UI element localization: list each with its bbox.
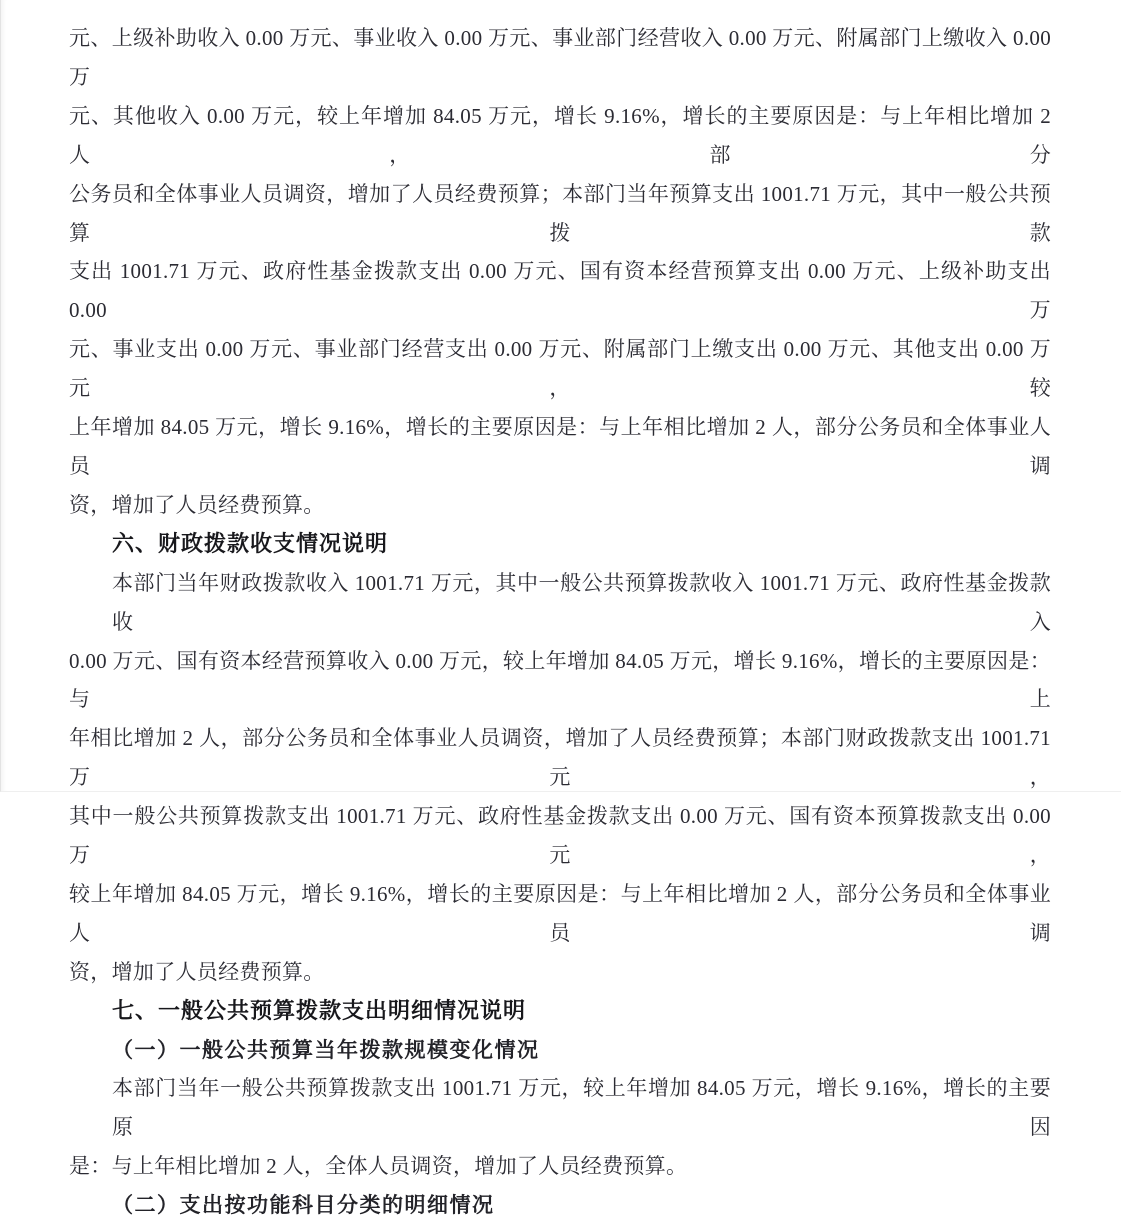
document-line: 是：与上年相比增加 2 人，全体人员调资，增加了人员经费预算。: [69, 1154, 688, 1179]
document-line: 上年增加 84.05 万元，增长 9.16%，增长的主要原因是：与上年相比增加 2 人，部分公务员和全体事业人员调: [69, 415, 1051, 478]
document-line: 0.00 万元、国有资本经营预算收入 0.00 万元，较上年增加 84.05 万元，增长 9.16%，增长的主要原因是：与上: [69, 648, 1051, 712]
document-line: 资，增加了人员经费预算。: [69, 959, 325, 984]
sub-heading-one: （一）一般公共预算当年拨款规模变化情况: [112, 1037, 540, 1062]
document-line: 较上年增加 84.05 万元，增长 9.16%，增长的主要原因是：与上年相比增加 2 人，部分公务员和全体事业人员调: [69, 881, 1051, 945]
document-line: 元、上级补助收入 0.00 万元、事业收入 0.00 万元、事业部门经营收入 0.00 万元、附属部门上缴收入 0.00 万: [69, 26, 1051, 89]
paragraph-first-line: 本部门当年财政拨款收入 1001.71 万元，其中一般公共预算拨款收入 1001.71 万元、政府性基金拨款收入: [112, 570, 1051, 634]
document-line: 年相比增加 2 人，部分公务员和全体事业人员调资，增加了人员经费预算；本部门财政拨款支出 1001.71 万元，: [69, 726, 1051, 790]
paragraph-first-line: 本部门当年一般公共预算拨款支出 1001.71 万元，较上年增加 84.05 万元，增长 9.16%，增长的主要原因: [112, 1076, 1051, 1140]
document-line: 公务员和全体事业人员调资，增加了人员经费预算；本部门当年预算支出 1001.71 万元，其中一般公共预算拨款: [69, 181, 1051, 245]
document-line: 资，增加了人员经费预算。: [69, 492, 325, 517]
section-heading-six: 六、财政拨款收支情况说明: [112, 530, 389, 556]
document-line: 元、其他收入 0.00 万元，较上年增加 84.05 万元，增长 9.16%，增长的主要原因是：与上年相比增加 2 人，部分: [69, 103, 1051, 167]
document-line: 其中一般公共预算拨款支出 1001.71 万元、政府性基金拨款支出 0.00 万元、国有资本预算拨款支出 0.00 万元，: [69, 804, 1051, 868]
section-heading-seven: 七、一般公共预算拨款支出明细情况说明: [112, 997, 527, 1023]
document-line: 元、事业支出 0.00 万元、事业部门经营支出 0.00 万元、附属部门上缴支出 0.00 万元、其他支出 0.00 万元，较: [69, 337, 1051, 401]
document-line: 支出 1001.71 万元、政府性基金拨款支出 0.00 万元、国有资本经营预算支出 0.00 万元、上级补助支出 0.00 万: [69, 259, 1051, 323]
sub-heading-two: （二）支出按功能科目分类的明细情况: [112, 1193, 495, 1218]
